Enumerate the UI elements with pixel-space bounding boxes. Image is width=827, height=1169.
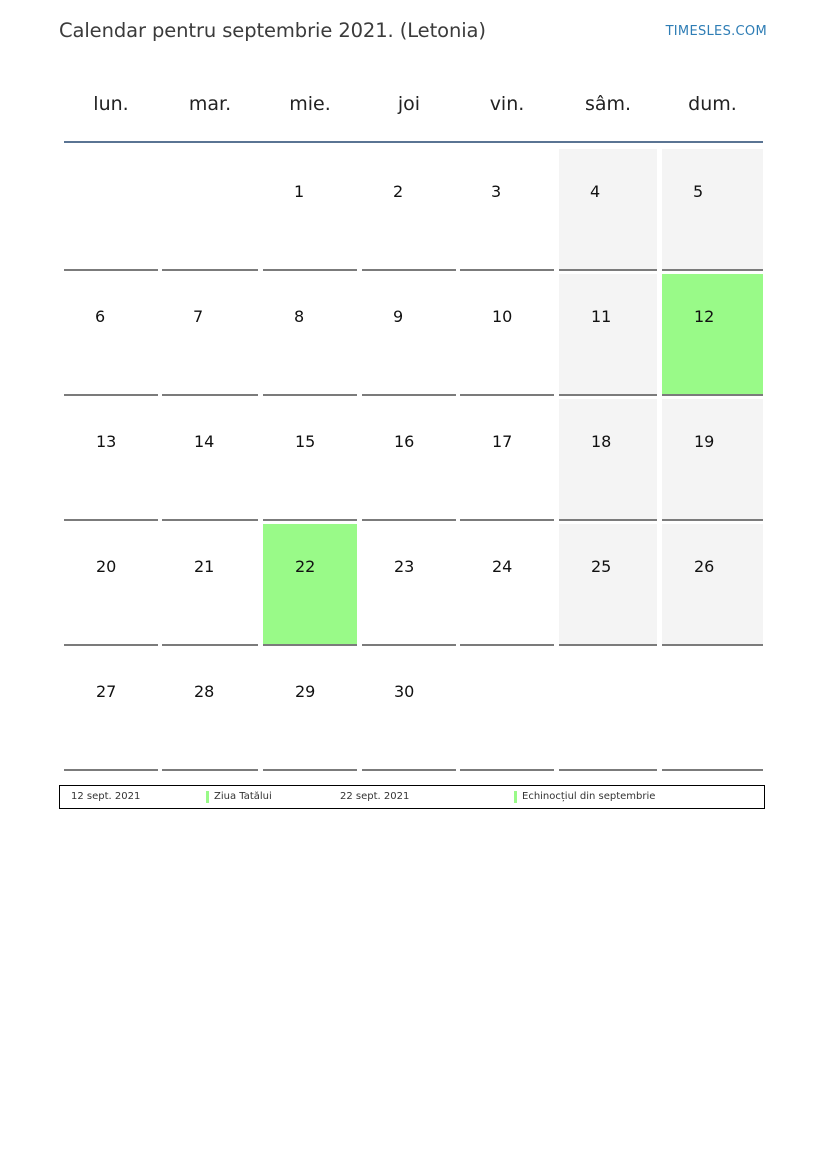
header-divider [64, 141, 763, 143]
weekday-header-row [64, 88, 763, 120]
day-number: 6 [95, 307, 106, 326]
day-number: 2 [393, 182, 404, 201]
day-number: 5 [693, 182, 704, 201]
day-cell[interactable] [662, 524, 763, 646]
day-cell[interactable] [460, 274, 554, 396]
day-number: 27 [96, 682, 117, 701]
day-cell[interactable] [263, 649, 357, 771]
empty-day-cell [662, 649, 763, 771]
day-number: 21 [194, 557, 215, 576]
empty-day-cell [460, 649, 554, 771]
day-cell[interactable] [460, 149, 554, 271]
weekday-tue: mar. [188, 93, 232, 115]
day-cell[interactable] [662, 274, 763, 396]
day-number: 10 [492, 307, 513, 326]
holiday-legend [59, 785, 765, 809]
day-number: 12 [694, 307, 715, 326]
legend-name-1: Ziua Tatălui [214, 791, 272, 802]
day-number: 28 [194, 682, 215, 701]
day-cell[interactable] [362, 274, 456, 396]
day-number: 24 [492, 557, 513, 576]
day-number: 11 [591, 307, 612, 326]
day-cell[interactable] [162, 399, 258, 521]
day-number: 20 [96, 557, 117, 576]
day-cell[interactable] [559, 524, 657, 646]
day-cell[interactable] [362, 399, 456, 521]
day-cell[interactable] [460, 399, 554, 521]
legend-date-1: 12 sept. 2021 [71, 791, 141, 802]
legend-swatch-2 [514, 791, 517, 803]
day-number: 16 [394, 432, 415, 451]
day-number: 26 [694, 557, 715, 576]
day-number: 15 [295, 432, 316, 451]
brand-link[interactable]: TIMESLES.COM [665, 24, 767, 39]
day-cell[interactable] [64, 274, 158, 396]
day-cell[interactable] [162, 524, 258, 646]
weekday-sun: dum. [688, 93, 737, 115]
day-cell[interactable] [263, 399, 357, 521]
day-cell[interactable] [559, 274, 657, 396]
day-cell[interactable] [559, 399, 657, 521]
day-cell[interactable] [362, 524, 456, 646]
day-number: 19 [694, 432, 715, 451]
day-number: 17 [492, 432, 513, 451]
day-number: 30 [394, 682, 415, 701]
day-cell[interactable] [460, 524, 554, 646]
day-number: 18 [591, 432, 612, 451]
empty-day-cell [559, 649, 657, 771]
weekday-wed: mie. [289, 93, 331, 115]
legend-date-2: 22 sept. 2021 [340, 791, 410, 802]
day-number: 22 [295, 557, 316, 576]
empty-day-cell [162, 149, 258, 271]
day-number: 3 [491, 182, 502, 201]
day-number: 8 [294, 307, 305, 326]
day-cell[interactable] [662, 149, 763, 271]
day-cell[interactable] [362, 649, 456, 771]
legend-name-2: Echinocțiul din septembrie [522, 791, 656, 802]
weekday-mon: lun. [93, 93, 129, 115]
day-number: 29 [295, 682, 316, 701]
day-cell[interactable] [162, 649, 258, 771]
day-cell[interactable] [64, 399, 158, 521]
weekday-fri: vin. [489, 93, 525, 115]
day-number: 14 [194, 432, 215, 451]
calendar-grid [64, 149, 763, 770]
day-number: 7 [193, 307, 204, 326]
day-cell[interactable] [64, 524, 158, 646]
weekday-thu: joi [397, 93, 421, 115]
day-cell[interactable] [362, 149, 456, 271]
legend-swatch-1 [206, 791, 209, 803]
day-number: 4 [590, 182, 601, 201]
empty-day-cell [64, 149, 158, 271]
day-number: 23 [394, 557, 415, 576]
page-title: Calendar pentru septembrie 2021. (Letonia) [59, 19, 486, 42]
day-cell[interactable] [559, 149, 657, 271]
day-cell[interactable] [64, 649, 158, 771]
day-number: 1 [294, 182, 305, 201]
day-cell[interactable] [662, 399, 763, 521]
day-number: 25 [591, 557, 612, 576]
day-number: 13 [96, 432, 117, 451]
day-cell[interactable] [263, 274, 357, 396]
weekday-sat: sâm. [584, 93, 632, 115]
day-cell[interactable] [162, 274, 258, 396]
day-cell[interactable] [263, 524, 357, 646]
day-number: 9 [393, 307, 404, 326]
day-cell[interactable] [263, 149, 357, 271]
